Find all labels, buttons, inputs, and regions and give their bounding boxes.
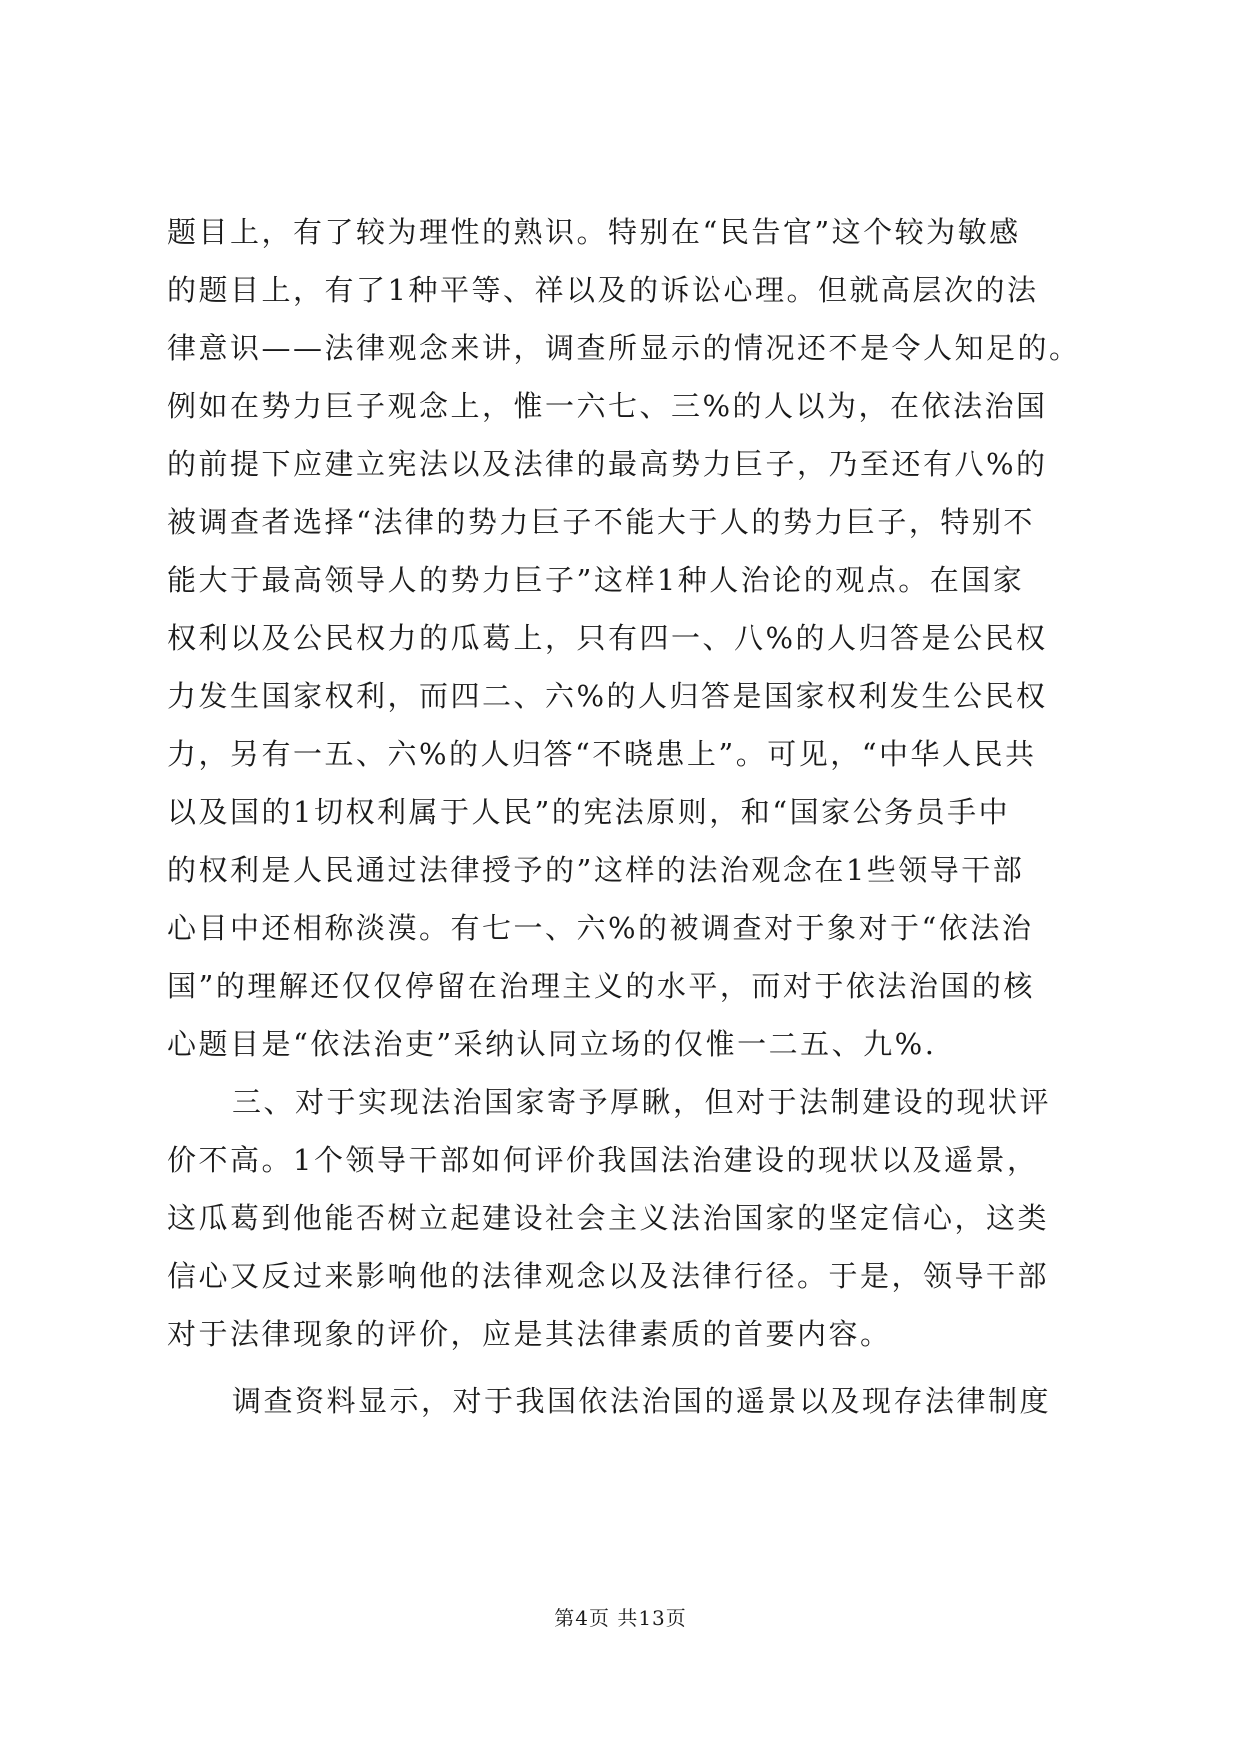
- paragraph-start-line: 调查资料显示，对于我国依法治国的遥景以及现存法律制度: [232, 1384, 1052, 1418]
- body-line: 的题目上，有了1种平等、祥以及的诉讼心理。但就高层次的法: [167, 273, 1039, 307]
- body-line: 心目中还相称淡漠。有七一、六%的被调查对于象对于“依法治: [167, 911, 1034, 945]
- body-line: 题目上，有了较为理性的熟识。特别在“民告官”这个较为敏感: [167, 215, 1021, 249]
- body-line: 对于法律现象的评价，应是其法律素质的首要内容。: [167, 1317, 892, 1351]
- body-line: 的权利是人民通过法律授予的”这样的法治观念在1些领导干部: [167, 853, 1025, 887]
- body-line: 价不高。1个领导干部如何评价我国法治建设的现状以及遥景，: [167, 1143, 1039, 1177]
- body-line: 国”的理解还仅仅停留在治理主义的水平，而对于依法治国的核: [167, 969, 1035, 1003]
- body-line: 以及国的1切权利属于人民”的宪法原则，和“国家公务员手中: [167, 795, 1011, 829]
- body-line: 这瓜葛到他能否树立起建设社会主义法治国家的坚定信心，这类: [167, 1201, 1050, 1235]
- body-line: 力发生国家权利，而四二、六%的人归答是国家权利发生公民权: [167, 679, 1048, 713]
- page-number-footer: 第4页 共13页: [554, 1606, 687, 1630]
- body-line: 律意识——法律观念来讲，调查所显示的情况还不是令人知足的。: [167, 331, 1081, 365]
- body-line: 权利以及公民权力的瓜葛上，只有四一、八%的人归答是公民权: [167, 621, 1048, 655]
- body-line: 被调查者选择“法律的势力巨子不能大于人的势力巨子，特别不: [167, 505, 1035, 539]
- body-line: 能大于最高领导人的势力巨子”这样1种人治论的观点。在国家: [167, 563, 1025, 597]
- body-line: 信心又反过来影响他的法律观念以及法律行径。于是，领导干部: [167, 1259, 1050, 1293]
- body-line: 的前提下应建立宪法以及法律的最高势力巨子，乃至还有八%的: [167, 447, 1048, 481]
- paragraph-start-line: 三、对于实现法治国家寄予厚瞅，但对于法制建设的现状评: [232, 1085, 1052, 1119]
- body-line: 力，另有一五、六%的人归答“不晓患上”。可见，“中华人民共: [167, 737, 1037, 771]
- body-line: 心题目是“依法治吏”采纳认同立场的仅惟一二五、九%.: [167, 1027, 937, 1061]
- body-line: 例如在势力巨子观念上，惟一六七、三%的人以为，在依法治国: [167, 389, 1048, 423]
